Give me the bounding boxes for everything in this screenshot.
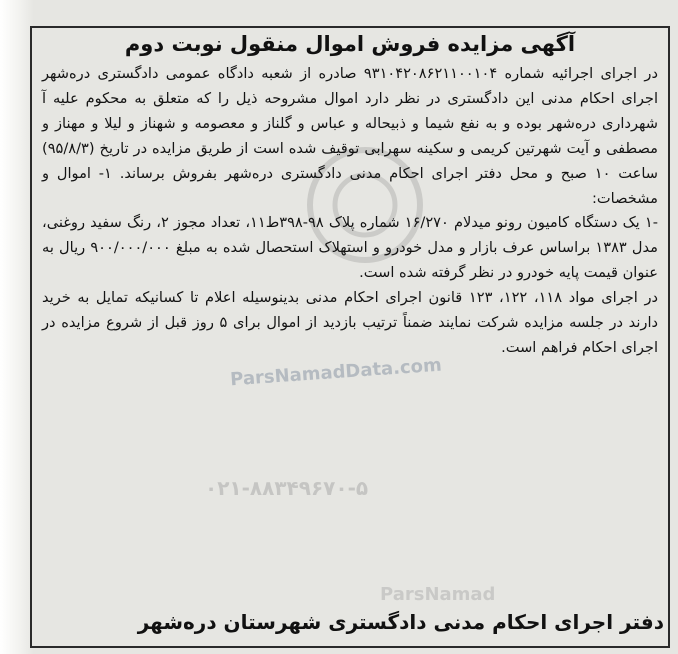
notice-footer: دفتر اجرای احکام مدنی دادگستری شهرستان دره‌شهر <box>137 610 664 634</box>
watermark-site: ParsNamadData.com <box>229 354 443 391</box>
notice-title: آگهی مزایده فروش اموال منقول نوبت دوم <box>124 32 576 56</box>
notice-body <box>42 62 658 361</box>
watermark-phone: ۰۲۱-۸۸۳۴۹۶۷۰-۵ <box>205 476 369 500</box>
paragraph-intro: در اجرای اجرائیه شماره ۹۳۱۰۴۲۰۸۶۲۱۱۰۰۱۰۴ صادره از شعبه دادگاه عمومی دادگستری دره‌شهر اجرای احکام مدنی این دادگستری در نظر دارد اموال مشروحه ذیل را که متعلق به محکوم علیه آ شهرداری دره‌شهر بوده و به نفع شیما و ذبیحاله و عباس و گلناز و معصومه و شهناز و لیلا و مهناز و مصطفی و آیت شهرتین کریمی و سکینه سهرابی توقیف شده است از طریق مزایده در تاریخ (۹۵/۸/۳) ساعت ۱۰ صبح و محل دفتر اجرای احکام مدنی دادگستری دره‌شهر بفروش برساند. ۱- اموال و مشخصات: <box>42 65 658 207</box>
paragraph-terms: در اجرای مواد ۱۱۸، ۱۲۲، ۱۲۳ قانون اجرای احکام مدنی بدینوسیله اعلام تا کسانیکه تمایل به خرید دارند در جلسه مزایده شرکت نمایند ضمناً ترتیب بازدید از اموال برای ۵ روز قبل از شروع مزایده در اجرای احکام فراهم است. <box>42 289 658 356</box>
paragraph-item: -۱ یک دستگاه کامیون رونو میدلام ۱۶/۲۷۰ شماره پلاک ۹۸-۳۹۸ط۱۱، تعداد مجوز ۲، رنگ سفید روغنی، مدل ۱۳۸۳ براساس عرف بازار و مدل خودرو و استهلاک استحصال شده به مبلغ ۹۰۰/۰۰۰/۰۰۰ ریال به عنوان قیمت پایه خودرو در نظر گرفته شده است. <box>42 214 658 282</box>
watermark-bottom: ParsNamad <box>380 584 496 605</box>
paper-edge <box>0 0 34 654</box>
